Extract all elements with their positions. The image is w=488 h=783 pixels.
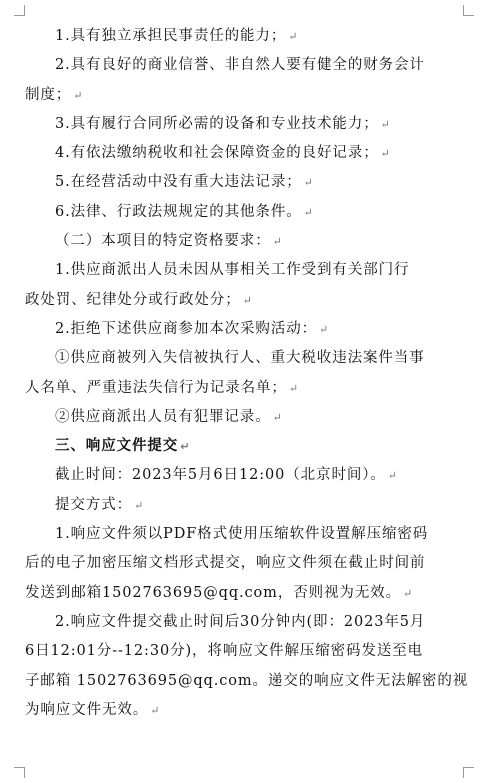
document-line — [25, 110, 473, 139]
line-text: 4.有依法缴纳税收和社会保障资金的良好记录； — [55, 145, 379, 162]
paragraph-mark-icon: ↵ — [288, 30, 298, 43]
line-text: 2.拒绝下述供应商参加本次采购活动： — [55, 320, 318, 337]
document-line — [25, 227, 473, 256]
document-line — [25, 491, 473, 520]
page-corner-top-left — [14, 5, 25, 16]
document-line — [25, 51, 473, 80]
line-text: 制度； — [25, 86, 72, 103]
paragraph-mark-icon: ↵ — [380, 147, 390, 161]
document-line — [25, 286, 473, 315]
document-line — [25, 520, 473, 549]
line-text: 提交方式： — [55, 496, 132, 513]
line-text: ②供应商派出人员有犯罪记录。 — [55, 408, 271, 425]
document-line — [25, 256, 473, 285]
line-text: 三、响应文件提交 — [55, 438, 179, 455]
paragraph-mark-icon: ↵ — [180, 440, 190, 454]
document-line — [25, 315, 473, 344]
line-text: ①供应商被列入失信被执行人、重大税收违法案件当事 — [55, 350, 425, 367]
line-text: 政处罚、纪律处分或行政处分； — [25, 291, 241, 308]
section-heading — [25, 432, 473, 461]
document-line — [25, 198, 473, 227]
paragraph-mark-icon: ↵ — [134, 498, 144, 512]
document-line — [25, 344, 473, 373]
paragraph-mark-icon: ↵ — [403, 586, 413, 600]
document-line — [25, 608, 473, 637]
document-line — [25, 549, 473, 578]
document-line — [25, 696, 473, 725]
document-line — [25, 81, 473, 110]
paragraph-mark-icon: ↵ — [272, 410, 282, 424]
line-text: 3.具有履行合同所必需的设备和专业技术能力； — [55, 115, 379, 132]
paragraph-mark-icon: ↵ — [242, 293, 252, 307]
document-line — [25, 403, 473, 432]
document-line — [25, 667, 473, 696]
paragraph-mark-icon: ↵ — [73, 88, 83, 102]
paragraph-mark-icon: ↵ — [288, 381, 299, 395]
document-line — [25, 22, 473, 51]
document-line — [25, 579, 473, 608]
paragraph-mark-icon: ↵ — [150, 703, 160, 717]
page-corner-bottom-left — [14, 767, 25, 778]
paragraph-mark-icon: ↵ — [303, 205, 313, 219]
paragraph-mark-icon: ↵ — [319, 322, 329, 336]
line-text: 6.法律、行政法规规定的其他条件。 — [55, 203, 302, 220]
line-text: （二）本项目的特定资格要求： — [55, 233, 271, 250]
paragraph-mark-icon: ↵ — [303, 176, 313, 190]
document-line — [25, 461, 473, 490]
line-text: 5.在经营活动中没有重大违法记录； — [55, 174, 302, 191]
document-page — [25, 22, 473, 725]
paragraph-mark-icon: ↵ — [380, 117, 390, 131]
line-text: 人名单、严重违法失信行为记录名单； — [25, 379, 287, 396]
line-text: 为响应文件无效。 — [25, 701, 149, 718]
paragraph-mark-icon: ↵ — [387, 469, 398, 483]
page-corner-bottom-right — [463, 767, 474, 778]
paragraph-mark-icon: ↵ — [272, 235, 282, 249]
line-text: 1.供应商派出人员未因从事相关工作受到有关部门行 — [55, 262, 410, 279]
line-text: 发送到邮箱1502763695@qq.com，否则视为无效。 — [25, 584, 402, 601]
document-line — [25, 139, 473, 168]
line-text: 截止时间：2023年5月6日12:00（北京时间）。 — [55, 467, 386, 484]
document-line — [25, 168, 473, 197]
line-text: 1.响应文件须以PDF格式使用压缩软件设置解压缩密码 — [55, 526, 429, 543]
document-line — [25, 374, 473, 403]
line-text: 子邮箱 1502763695@qq.com。递交的响应文件无法解密的视 — [25, 672, 469, 689]
line-text: 后的电子加密压缩文档形式提交，响应文件须在截止时间前 — [25, 555, 426, 572]
line-text: 2.具有良好的商业信誉、非自然人要有健全的财务会计 — [55, 57, 425, 74]
line-text: 6日12:01分--12:30分)，将响应文件解压缩密码发送至电 — [25, 643, 424, 660]
page-corner-top-right — [463, 5, 474, 16]
line-text: 1.具有独立承担民事责任的能力； — [55, 28, 287, 44]
line-text: 2.响应文件提交截止时间后30分钟内(即：2023年5月 — [55, 613, 426, 630]
document-line — [25, 637, 473, 666]
